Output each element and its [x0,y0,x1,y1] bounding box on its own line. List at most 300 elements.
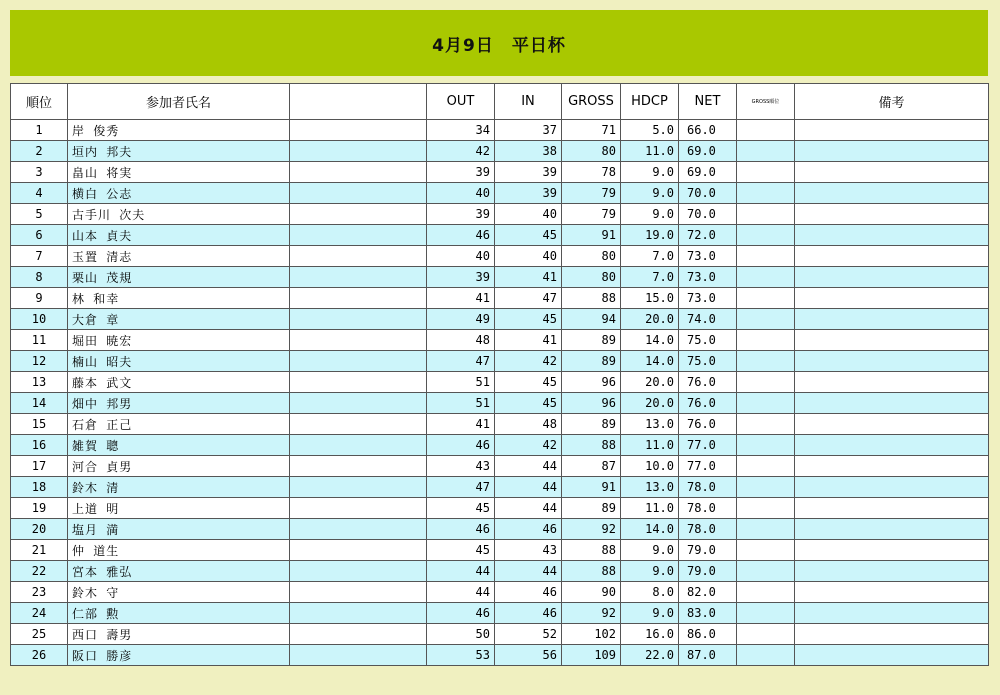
gross-cell: 80 [562,267,621,288]
in-cell: 39 [495,183,562,204]
rank-cell: 2 [11,141,68,162]
hdcp-cell: 20.0 [621,393,679,414]
out-cell: 47 [427,351,495,372]
out-cell: 41 [427,288,495,309]
name-cell: 横白 公志 [68,183,290,204]
name-cell: 山本 貞夫 [68,225,290,246]
table-row [11,540,989,561]
out-cell: 47 [427,477,495,498]
name-cell: 仲 道生 [68,540,290,561]
header-rank: 順位 [11,84,68,120]
gross-cell: 96 [562,393,621,414]
gross-rank-cell [737,330,795,351]
remarks-cell [795,540,989,561]
name-cell: 上道 明 [68,498,290,519]
page-title: 4月9日 平日杯 [432,35,566,56]
out-cell: 41 [427,414,495,435]
table-row [11,498,989,519]
header-gross-rank: GROSS順位 [737,84,795,120]
table-row [11,267,989,288]
gross-rank-cell [737,225,795,246]
name-cell: 阪口 勝彦 [68,645,290,666]
gross-cell: 91 [562,225,621,246]
net-cell: 75.0 [679,330,737,351]
out-cell: 48 [427,330,495,351]
name-extra-cell [290,456,427,477]
gross-cell: 92 [562,519,621,540]
rank-cell: 3 [11,162,68,183]
in-cell: 39 [495,162,562,183]
header-name: 参加者氏名 [68,84,290,120]
in-cell: 45 [495,372,562,393]
out-cell: 49 [427,309,495,330]
rank-cell: 6 [11,225,68,246]
table-row [11,120,989,141]
table-row [11,456,989,477]
gross-cell: 91 [562,477,621,498]
name-extra-cell [290,372,427,393]
rank-cell: 14 [11,393,68,414]
net-cell: 79.0 [679,561,737,582]
net-cell: 73.0 [679,246,737,267]
remarks-cell [795,456,989,477]
hdcp-cell: 9.0 [621,540,679,561]
gross-cell: 102 [562,624,621,645]
table-row [11,183,989,204]
hdcp-cell: 9.0 [621,204,679,225]
in-cell: 43 [495,540,562,561]
name-extra-cell [290,183,427,204]
gross-cell: 87 [562,456,621,477]
remarks-cell [795,372,989,393]
table-row [11,288,989,309]
results-table [10,83,989,666]
name-extra-cell [290,141,427,162]
rank-cell: 16 [11,435,68,456]
gross-rank-cell [737,162,795,183]
gross-cell: 78 [562,162,621,183]
net-cell: 77.0 [679,456,737,477]
gross-cell: 80 [562,246,621,267]
in-cell: 44 [495,477,562,498]
rank-cell: 5 [11,204,68,225]
remarks-cell [795,603,989,624]
in-cell: 44 [495,498,562,519]
rank-cell: 8 [11,267,68,288]
remarks-cell [795,624,989,645]
name-extra-cell [290,204,427,225]
name-extra-cell [290,477,427,498]
name-extra-cell [290,561,427,582]
rank-cell: 18 [11,477,68,498]
rank-cell: 22 [11,561,68,582]
out-cell: 44 [427,561,495,582]
net-cell: 86.0 [679,624,737,645]
name-extra-cell [290,645,427,666]
rank-cell: 10 [11,309,68,330]
rank-cell: 1 [11,120,68,141]
net-cell: 70.0 [679,183,737,204]
table-row [11,162,989,183]
remarks-cell [795,288,989,309]
gross-rank-cell [737,309,795,330]
table-row [11,225,989,246]
gross-rank-cell [737,603,795,624]
table-row [11,141,989,162]
out-cell: 42 [427,141,495,162]
gross-cell: 89 [562,414,621,435]
in-cell: 37 [495,120,562,141]
net-cell: 79.0 [679,540,737,561]
name-extra-cell [290,393,427,414]
title-bar [10,10,988,76]
in-cell: 40 [495,204,562,225]
rank-cell: 20 [11,519,68,540]
gross-rank-cell [737,120,795,141]
out-cell: 39 [427,162,495,183]
gross-rank-cell [737,141,795,162]
table-row [11,204,989,225]
gross-rank-cell [737,477,795,498]
net-cell: 78.0 [679,498,737,519]
table-row [11,477,989,498]
gross-rank-cell [737,414,795,435]
in-cell: 46 [495,582,562,603]
table-row [11,603,989,624]
gross-cell: 88 [562,540,621,561]
remarks-cell [795,477,989,498]
rank-cell: 7 [11,246,68,267]
hdcp-cell: 11.0 [621,498,679,519]
out-cell: 53 [427,645,495,666]
net-cell: 72.0 [679,225,737,246]
gross-rank-cell [737,288,795,309]
out-cell: 46 [427,603,495,624]
name-cell: 仁部 勲 [68,603,290,624]
name-extra-cell [290,603,427,624]
remarks-cell [795,561,989,582]
remarks-cell [795,141,989,162]
hdcp-cell: 14.0 [621,330,679,351]
hdcp-cell: 11.0 [621,141,679,162]
rank-cell: 13 [11,372,68,393]
hdcp-cell: 22.0 [621,645,679,666]
name-extra-cell [290,414,427,435]
hdcp-cell: 9.0 [621,162,679,183]
out-cell: 51 [427,393,495,414]
in-cell: 44 [495,456,562,477]
gross-rank-cell [737,519,795,540]
net-cell: 73.0 [679,267,737,288]
in-cell: 46 [495,519,562,540]
name-cell: 栗山 茂規 [68,267,290,288]
hdcp-cell: 7.0 [621,267,679,288]
net-cell: 87.0 [679,645,737,666]
table-row [11,519,989,540]
name-cell: 西口 壽男 [68,624,290,645]
name-extra-cell [290,120,427,141]
gross-rank-cell [737,246,795,267]
name-cell: 鈴木 守 [68,582,290,603]
name-cell: 大倉 章 [68,309,290,330]
remarks-cell [795,498,989,519]
table-row [11,645,989,666]
gross-cell: 94 [562,309,621,330]
hdcp-cell: 10.0 [621,456,679,477]
in-cell: 52 [495,624,562,645]
net-cell: 82.0 [679,582,737,603]
hdcp-cell: 14.0 [621,351,679,372]
in-cell: 41 [495,267,562,288]
in-cell: 56 [495,645,562,666]
in-cell: 40 [495,246,562,267]
name-extra-cell [290,225,427,246]
name-extra-cell [290,309,427,330]
gross-cell: 80 [562,141,621,162]
rank-cell: 12 [11,351,68,372]
header-out: OUT [427,84,495,120]
table-row [11,414,989,435]
gross-cell: 90 [562,582,621,603]
name-extra-cell [290,435,427,456]
rank-cell: 17 [11,456,68,477]
table-row [11,624,989,645]
remarks-cell [795,435,989,456]
table-row [11,561,989,582]
out-cell: 46 [427,519,495,540]
in-cell: 38 [495,141,562,162]
remarks-cell [795,267,989,288]
remarks-cell [795,225,989,246]
hdcp-cell: 20.0 [621,372,679,393]
remarks-cell [795,351,989,372]
in-cell: 47 [495,288,562,309]
out-cell: 34 [427,120,495,141]
table-row [11,393,989,414]
remarks-cell [795,393,989,414]
gross-cell: 88 [562,288,621,309]
header-gross: GROSS [562,84,621,120]
net-cell: 74.0 [679,309,737,330]
out-cell: 45 [427,540,495,561]
remarks-cell [795,414,989,435]
remarks-cell [795,246,989,267]
name-extra-cell [290,582,427,603]
remarks-cell [795,204,989,225]
gross-cell: 89 [562,330,621,351]
in-cell: 42 [495,435,562,456]
name-cell: 雑賀 聰 [68,435,290,456]
remarks-cell [795,519,989,540]
net-cell: 69.0 [679,162,737,183]
header-remarks: 備考 [795,84,989,120]
table-row [11,246,989,267]
name-extra-cell [290,540,427,561]
gross-rank-cell [737,393,795,414]
hdcp-cell: 13.0 [621,477,679,498]
hdcp-cell: 14.0 [621,519,679,540]
rank-cell: 9 [11,288,68,309]
net-cell: 76.0 [679,393,737,414]
name-cell: 鈴木 清 [68,477,290,498]
net-cell: 76.0 [679,414,737,435]
remarks-cell [795,120,989,141]
gross-cell: 88 [562,435,621,456]
name-cell: 畑中 邦男 [68,393,290,414]
net-cell: 69.0 [679,141,737,162]
net-cell: 70.0 [679,204,737,225]
hdcp-cell: 20.0 [621,309,679,330]
gross-rank-cell [737,351,795,372]
gross-rank-cell [737,582,795,603]
results-sheet [10,10,988,686]
hdcp-cell: 8.0 [621,582,679,603]
gross-cell: 88 [562,561,621,582]
name-extra-cell [290,330,427,351]
net-cell: 75.0 [679,351,737,372]
out-cell: 51 [427,372,495,393]
name-cell: 石倉 正己 [68,414,290,435]
name-cell: 垣内 邦夫 [68,141,290,162]
in-cell: 48 [495,414,562,435]
gross-rank-cell [737,498,795,519]
out-cell: 45 [427,498,495,519]
gross-rank-cell [737,372,795,393]
rank-cell: 24 [11,603,68,624]
out-cell: 46 [427,225,495,246]
name-cell: 河合 貞男 [68,456,290,477]
out-cell: 46 [427,435,495,456]
gross-cell: 92 [562,603,621,624]
table-row [11,309,989,330]
name-extra-cell [290,351,427,372]
net-cell: 76.0 [679,372,737,393]
header-hdcp: HDCP [621,84,679,120]
name-extra-cell [290,288,427,309]
gross-cell: 89 [562,498,621,519]
rank-cell: 19 [11,498,68,519]
table-row [11,351,989,372]
header-name-extra [290,84,427,120]
hdcp-cell: 7.0 [621,246,679,267]
in-cell: 45 [495,393,562,414]
table-row [11,582,989,603]
rank-cell: 11 [11,330,68,351]
name-extra-cell [290,246,427,267]
name-cell: 畠山 将実 [68,162,290,183]
remarks-cell [795,309,989,330]
out-cell: 40 [427,183,495,204]
hdcp-cell: 16.0 [621,624,679,645]
name-extra-cell [290,162,427,183]
in-cell: 46 [495,603,562,624]
remarks-cell [795,162,989,183]
rank-cell: 23 [11,582,68,603]
name-cell: 楠山 昭夫 [68,351,290,372]
gross-cell: 71 [562,120,621,141]
gross-rank-cell [737,624,795,645]
rank-cell: 4 [11,183,68,204]
net-cell: 78.0 [679,477,737,498]
name-extra-cell [290,498,427,519]
net-cell: 78.0 [679,519,737,540]
name-extra-cell [290,519,427,540]
gross-rank-cell [737,183,795,204]
in-cell: 44 [495,561,562,582]
name-cell: 古手川 次夫 [68,204,290,225]
header-row [11,84,989,120]
name-cell: 塩月 満 [68,519,290,540]
out-cell: 39 [427,267,495,288]
hdcp-cell: 9.0 [621,561,679,582]
hdcp-cell: 9.0 [621,183,679,204]
out-cell: 39 [427,204,495,225]
name-cell: 林 和幸 [68,288,290,309]
header-in: IN [495,84,562,120]
header-net: NET [679,84,737,120]
gross-cell: 109 [562,645,621,666]
gross-rank-cell [737,204,795,225]
rank-cell: 26 [11,645,68,666]
name-extra-cell [290,267,427,288]
remarks-cell [795,330,989,351]
net-cell: 73.0 [679,288,737,309]
remarks-cell [795,645,989,666]
rank-cell: 25 [11,624,68,645]
gross-rank-cell [737,540,795,561]
hdcp-cell: 9.0 [621,603,679,624]
name-cell: 藤本 武文 [68,372,290,393]
gross-cell: 79 [562,204,621,225]
out-cell: 43 [427,456,495,477]
hdcp-cell: 5.0 [621,120,679,141]
name-cell: 宮本 雅弘 [68,561,290,582]
in-cell: 41 [495,330,562,351]
net-cell: 66.0 [679,120,737,141]
in-cell: 45 [495,225,562,246]
gross-rank-cell [737,435,795,456]
name-cell: 岸 俊秀 [68,120,290,141]
net-cell: 77.0 [679,435,737,456]
gross-rank-cell [737,645,795,666]
out-cell: 40 [427,246,495,267]
out-cell: 50 [427,624,495,645]
gross-cell: 79 [562,183,621,204]
table-row [11,435,989,456]
out-cell: 44 [427,582,495,603]
rank-cell: 15 [11,414,68,435]
hdcp-cell: 11.0 [621,435,679,456]
net-cell: 83.0 [679,603,737,624]
gross-rank-cell [737,267,795,288]
in-cell: 45 [495,309,562,330]
hdcp-cell: 13.0 [621,414,679,435]
rank-cell: 21 [11,540,68,561]
remarks-cell [795,183,989,204]
gross-cell: 89 [562,351,621,372]
gross-cell: 96 [562,372,621,393]
name-extra-cell [290,624,427,645]
gross-rank-cell [737,456,795,477]
name-cell: 玉置 清志 [68,246,290,267]
remarks-cell [795,582,989,603]
hdcp-cell: 19.0 [621,225,679,246]
results-body [11,120,989,666]
name-cell: 堀田 暁宏 [68,330,290,351]
hdcp-cell: 15.0 [621,288,679,309]
table-row [11,330,989,351]
table-row [11,372,989,393]
